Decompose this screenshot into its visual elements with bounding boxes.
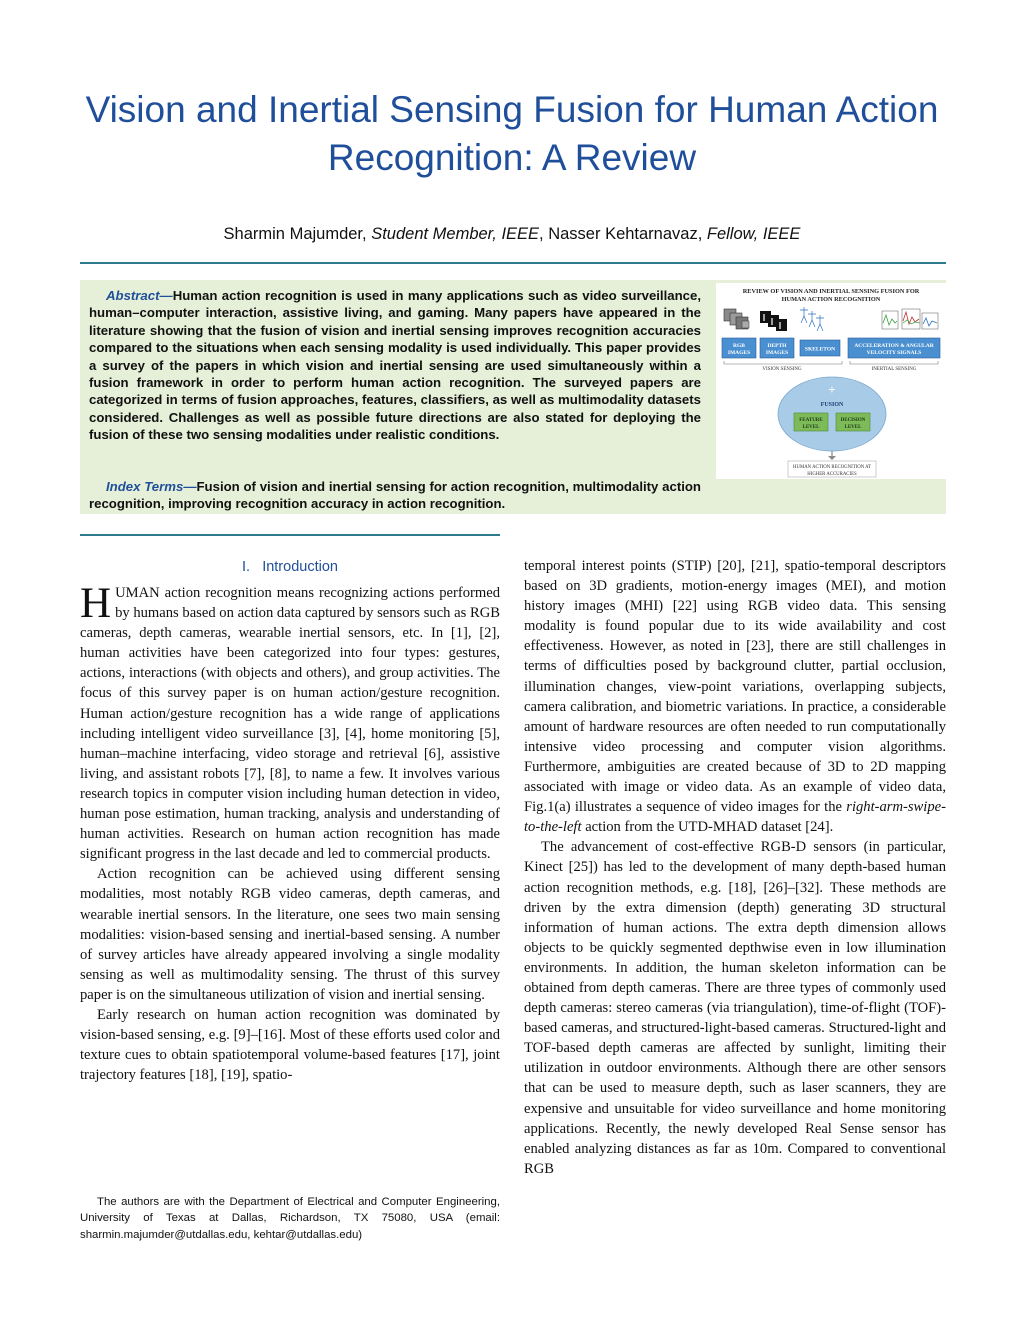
abstract-text: Human action recognition is used in many applications such as video surveillance, human–computer interaction, assistive living, and gaming. Many papers have appeared in the literature showing that the fusion of vision and inertial sensing improves recognition accuracies compared to the situations when each sensing modality is used individually. This paper provides a survey of the papers in which vision and inertial sensing are used simultaneously within a fusion framework in order to perform human action recognition. The surveyed papers are categorized in terms of fusion approaches, features, classifiers, as well as multimodality datasets considered. Challenges as well as possible future directions are also stated for deploying the fusion of these two sensing modalities under realistic conditions.	[89, 288, 701, 443]
vision-sensing-label: VISION SENSING	[762, 367, 802, 372]
vision-bracket	[724, 361, 842, 364]
right-paragraph-1-italic: right-arm-swipe-to-the-left	[524, 799, 946, 836]
decision-level-label-1: DECISION	[840, 418, 866, 423]
author-2-name: , Nasser Kehtarnavaz,	[539, 225, 703, 243]
inertial-sensing-label: INERTIAL SENSING	[871, 367, 917, 372]
rgb-images-label-1: RGB	[733, 343, 745, 349]
footnote-text: The authors are with the Department of Electrical and Computer Engineering, University of Texas at Dallas, Richardson, TX 75080, USA (email: sharmin.majumder@utdallas.edu, kehtar@utdallas.edu)	[80, 1196, 500, 1241]
skeleton-label: SKELETON	[804, 346, 836, 353]
left-column	[80, 580, 500, 1085]
inertial-bracket	[850, 361, 938, 364]
output-label-2: HIGHER ACCURACIES	[807, 472, 857, 477]
figure-title-line-2: HUMAN ACTION RECOGNITION	[781, 296, 881, 303]
intro-paragraph-3: Early research on human action recognition was dominated by vision-based sensing, e.g. [9]–[16]. Most of these efforts used color and texture cues to obtain spatiotemporal volume-based features [17], joint trajectory features [18], [19], spatio-	[80, 1006, 500, 1084]
dropcap: H	[80, 580, 112, 627]
author-line	[60, 225, 964, 244]
fusion-label: FUSION	[820, 402, 844, 408]
right-paragraph-1-text-a: temporal interest points (STIP) [20], [21], spatio-temporal descriptors based on 3D gradients, motion-energy images (MEI), and motion history images (MHI) [22] using RGB video data. This sensing modality is found popular due to its wide availability and cost effectiveness. However, as noted in [23], there are still challenges in terms of difficulties posed by background clutter, partial occlusion, illumination changes, view-point variations, overlapping subjects, camera calibration, and biometric variations. In practice, a considerable amount of hardware resources are often needed to run computationally intensive video processing and computer vision algorithms. Furthermore, ambiguities are created because of 3D to 2D mapping associated with image or video data. As an example of video data, Fig.1(a) illustrates a sequence of video images for the	[524, 558, 946, 816]
feature-level-label-1: FEATURE	[799, 418, 823, 423]
output-label-1: HUMAN ACTION RECOGNITION AT	[793, 465, 871, 470]
section-heading	[80, 559, 500, 575]
section-divider	[80, 534, 500, 536]
acceleration-label-2: VELOCITY SIGNALS	[866, 350, 922, 356]
inertial-signal-plots-icon	[882, 309, 938, 329]
intro-paragraph-1	[80, 580, 500, 864]
feature-level-label-2: LEVEL	[802, 425, 820, 430]
depth-images-label-2: IMAGES	[765, 350, 789, 356]
rgb-thumbnails-icon	[724, 309, 749, 329]
depth-images-label-1: DEPTH	[767, 343, 787, 349]
intro-paragraph-1-text: action recognition means recognizing actions performed by humans based on action data captured by sensors such as RGB cameras, depth cameras, wearable inertial sensors, etc. In [1], [2], human activities have been categorized into four types: gestures, actions, interactions (with objects and others), and group activities. The focus of this survey paper is on human action/gesture recognition. Human action/gesture recognition has a wide range of applications including intelligent video surveillance [3], [4], home monitoring [5], human–machine interfacing, video storage and retrieval [6], assistive living, and assistant robots [7], [8], to name a few. It involves various research topics in computer vision including human detection in video, human pose estimation, human tracking, analysis and understanding of human activities. Research on human action recognition has made significant progress in the last decade and led to commercial products.	[80, 585, 500, 863]
decision-level-label-2: LEVEL	[844, 425, 862, 430]
index-terms-dash: —	[183, 479, 197, 494]
right-paragraph-1-text-b: action from the UTD-MHAD dataset [24].	[581, 819, 834, 836]
author-1-role: Student Member, IEEE	[371, 225, 540, 243]
right-column	[524, 556, 946, 1179]
index-terms	[89, 478, 701, 513]
output-arrowhead	[828, 456, 836, 460]
header-divider	[80, 262, 946, 264]
author-footnote	[80, 1194, 500, 1243]
author-1-name: Sharmin Majumder,	[223, 225, 367, 243]
abstract-label: Abstract	[106, 288, 160, 303]
intro-smallcaps: UMAN	[115, 585, 160, 601]
paper-title: Vision and Inertial Sensing Fusion for Human Action Recognition: A Review	[85, 89, 939, 178]
section-title: Introduction	[262, 559, 338, 575]
rgb-images-label-2: IMAGES	[727, 350, 751, 356]
plus-icon: +	[828, 382, 836, 397]
author-2-role: Fellow, IEEE	[706, 225, 801, 243]
index-terms-label: Index Terms	[106, 479, 184, 494]
right-paragraph-1	[524, 556, 946, 837]
intro-paragraph-2: Action recognition can be achieved using different sensing modalities, most notably RGB video cameras, depth cameras, and wearable inertial sensors. In the literature, one sees two main sensing modalities: vision-based sensing and inertial-based sensing. A number of survey articles have already appeared involving a single modality sensing as well as multimodality sensing. The thrust of this survey paper is on the simultaneous utilization of vision and inertial sensing.	[80, 866, 500, 1003]
abstract	[89, 287, 701, 444]
abstract-dash: —	[159, 288, 173, 303]
figure-title-line-1: REVIEW OF VISION AND INERTIAL SENSING FUSION FOR	[742, 288, 920, 295]
right-paragraph-2: The advancement of cost-effective RGB-D sensors (in particular, Kinect [25]) has led to the development of many depth-based human action recognition methods, e.g. [18], [26]–[32]. These methods are driven by the extra dimension (depth) generating 3D structural information of human actions. The extra depth dimension allows objects to be quickly segmented depthwise even in low illumination environments. In addition, the human skeleton information can be obtained from depth cameras. There are three types of commonly used depth cameras: stereo cameras (via triangulation), time-of-flight (TOF)-based cameras, and structured-light-based cameras. Structured-light and TOF-based depth cameras are affected by sunlight, limiting their utilization in outdoor environments. Although there are other sensors that can be used to measure depth, such as laser scanners, they are expensive and unsuitable for video surveillance and home monitoring applications. Recently, the newly developed Real Sense sensor has enabled analyzing distances as far as 10m. Compared to conventional RGB	[524, 839, 946, 1177]
acceleration-label-1: ACCELERATION & ANGULAR	[854, 343, 934, 349]
depth-thumbnails-icon	[760, 311, 787, 331]
overview-figure	[716, 283, 946, 479]
index-terms-text: Fusion of vision and inertial sensing for action recognition, multimodality action recognition, improving recognition accuracy in action recognition.	[89, 479, 701, 512]
skeleton-thumbnails-icon	[800, 307, 824, 331]
section-number: I.	[242, 559, 251, 575]
